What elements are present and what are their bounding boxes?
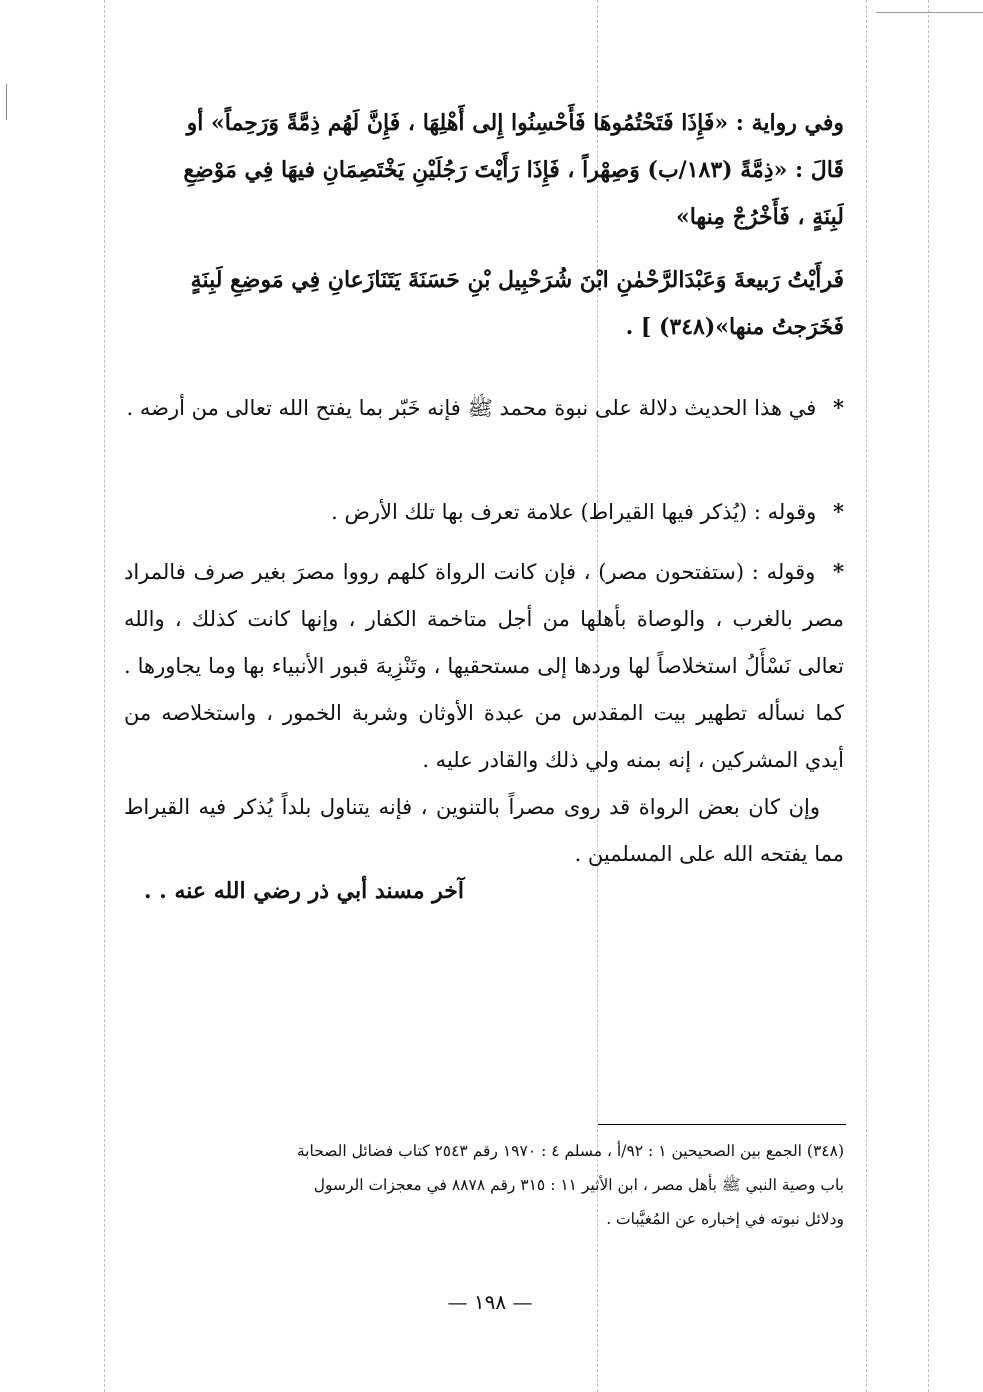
scan-artifact-line [866, 0, 867, 1392]
hadith-line: فَخَرَجتُ منها»(٣٤٨) ] . [625, 314, 844, 340]
hadith-line: لَبِنَةٍ ، فَأَخْرُجْ مِنها» [675, 204, 844, 230]
scan-artifact-line [876, 12, 983, 13]
bullet-text: وقوله : (يُذكر فيها القيراط) علامة تعرف بها تلك الأرض . [331, 500, 817, 524]
bullet-text: وقوله : (ستفتحون مصر) ، فإن كانت الرواة كلهم رووا مصرَ بغير صرف فالمراد مصر بالغرب ، والوصاة بأهلها من أجل متاخمة الكفار ، وإنها كانت كذلك ، والله تعالى نَسْأَلُ استخلاصاً لها وردها إلى مستحقيها ، وتَنْزِيهَ قبور الأنبياء بها وما يجاورها . كما نسأله تطهير بيت المقدس من عبدة الأوثان وشربة الخمور ، واستخلاصه من أيدي المشركين ، إنه بمنه ولي ذلك والقادر عليه . [124, 560, 844, 772]
bullet-item [124, 384, 844, 432]
bullet-continuation: وإن كان بعض الرواة قد روى مصراً بالتنوين ، فإنه يتناول بلداً يُذكر فيه القيراط مما يفتحه الله على المسلمين . [124, 795, 844, 866]
scan-artifact-line [104, 0, 105, 1392]
footnote-line: ودلائل نبوته في إخباره عن المُغيَّبات . [606, 1210, 844, 1228]
bullet-text: في هذا الحديث دلالة على نبوة محمد ﷺ فإنه خَبّر بما يفتح الله تعالى من أرضه . [126, 396, 817, 420]
bullet-item [124, 488, 844, 536]
closing-line: آخر مسند أبي ذر رضي الله عنه . . [143, 878, 464, 904]
footnote [124, 1134, 844, 1236]
scan-artifact-mark [6, 84, 7, 120]
hadith-line: قَالَ : «ذِمَّةً (١٨٣/ب) وَصِهْراً ، فَإِذَا رَأَيْتَ رَجُلَيْنِ يَخْتَصِمَانِ فيهَا فِي مَوْضِعِ [183, 157, 844, 183]
footnote-line: باب وصية النبي ﷺ بأهل مصر ، ابن الأثير ١١ : ٣١٥ رقم ٨٨٧٨ في معجزات الرسول [313, 1176, 844, 1194]
hadith-line: وفي رواية : «فَإِذَا فَتَحْتُمُوهَا فَأَحْسِنُوا إِلى أَهْلِهَا ، فَإِنَّ لَهُم ذِمَّةً وَرَحِماً» أو [186, 110, 844, 136]
bullet-star-icon: * [833, 499, 844, 524]
bullet-star-icon: * [833, 395, 844, 420]
footnote-separator [598, 1124, 846, 1125]
scan-artifact-line [928, 0, 929, 1392]
hadith-line: فَرأَيْتُ رَبيعةَ وَعَبْدَالرَّحْمٰنِ ابْنَ شُرَحْبِيل بْنِ حَسَنَةَ يَتَنَازَعانِ فِي مَوضِعِ لَبِنَةٍ [190, 267, 844, 293]
footnote-line: (٣٤٨) الجمع بين الصحيحين ١ : ٩٢/أ ، مسلم ٤ : ١٩٧٠ رقم ٢٥٤٣ كتاب فضائل الصحابة [296, 1142, 844, 1160]
hadith-text [124, 100, 844, 351]
bullet-star-icon: * [833, 559, 844, 584]
bullet-item [124, 548, 844, 878]
page-number: — ١٩٨ — [447, 1290, 533, 1314]
